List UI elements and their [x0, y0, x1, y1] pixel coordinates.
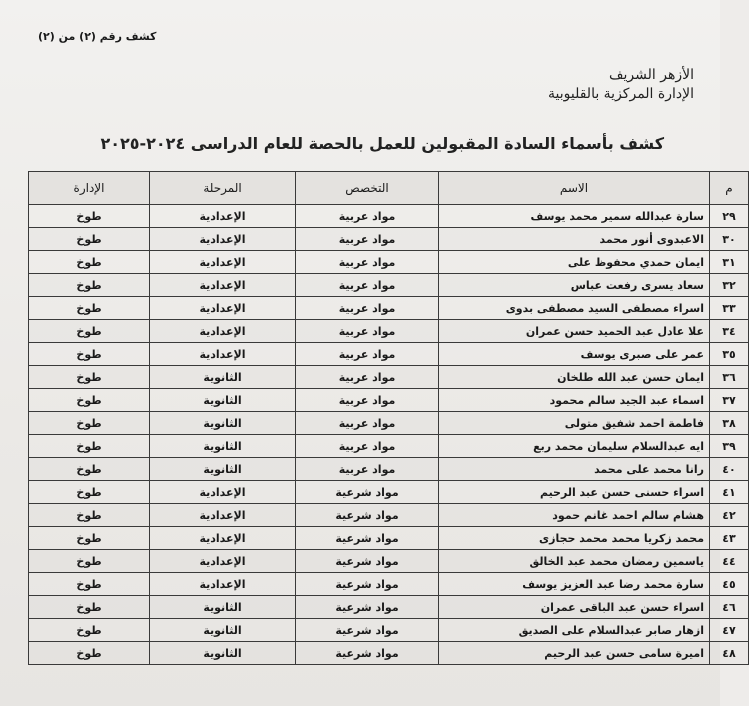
cell-num: ٤١ [710, 481, 749, 504]
cell-administration: طوخ [29, 550, 150, 573]
cell-stage: الإعدادية [150, 228, 296, 251]
cell-num: ٣٧ [710, 389, 749, 412]
organization-line-1: الأزهر الشريف [609, 67, 694, 83]
organization-line-2: الإدارة المركزية بالقليوبية [548, 86, 694, 102]
cell-administration: طوخ [29, 343, 150, 366]
cell-num: ٤٦ [710, 596, 749, 619]
cell-administration: طوخ [29, 573, 150, 596]
cell-num: ٤٢ [710, 504, 749, 527]
cell-stage: الثانوية [150, 596, 296, 619]
cell-administration: طوخ [29, 320, 150, 343]
table-row [29, 550, 749, 573]
cell-specialization: مواد عربية [296, 412, 439, 435]
cell-num: ٣٦ [710, 366, 749, 389]
cell-specialization: مواد عربية [296, 343, 439, 366]
page-title: كشف بأسماء السادة المقبولين للعمل بالحصة للعام الدراسى ٢٠٢٤-٢٠٢٥ [100, 134, 664, 153]
cell-administration: طوخ [29, 481, 150, 504]
cell-administration: طوخ [29, 619, 150, 642]
cell-specialization: مواد عربية [296, 366, 439, 389]
cell-specialization: مواد عربية [296, 297, 439, 320]
cell-stage: الإعدادية [150, 504, 296, 527]
cell-name: فاطمة احمد شفيق متولى [439, 412, 710, 435]
cell-num: ٤٧ [710, 619, 749, 642]
cell-name: اسراء حسن عبد الباقى عمران [439, 596, 710, 619]
cell-specialization: مواد شرعية [296, 619, 439, 642]
cell-administration: طوخ [29, 642, 150, 665]
cell-num: ٤٣ [710, 527, 749, 550]
cell-stage: الثانوية [150, 412, 296, 435]
header-name: الاسم [439, 172, 710, 205]
cell-stage: الإعدادية [150, 343, 296, 366]
cell-administration: طوخ [29, 596, 150, 619]
cell-administration: طوخ [29, 297, 150, 320]
table-row [29, 642, 749, 665]
cell-stage: الإعدادية [150, 320, 296, 343]
header-stage: المرحلة [150, 172, 296, 205]
cell-name: هشام سالم احمد غانم حمود [439, 504, 710, 527]
cell-name: ايه عبدالسلام سليمان محمد ربع [439, 435, 710, 458]
cell-stage: الثانوية [150, 619, 296, 642]
table-row [29, 389, 749, 412]
cell-name: علا عادل عبد الحميد حسن عمران [439, 320, 710, 343]
accepted-list-table [28, 171, 749, 665]
cell-specialization: مواد عربية [296, 228, 439, 251]
cell-name: محمد زكريا محمد محمد حجازى [439, 527, 710, 550]
table-row [29, 297, 749, 320]
table-row [29, 458, 749, 481]
cell-num: ٣٩ [710, 435, 749, 458]
cell-administration: طوخ [29, 435, 150, 458]
cell-stage: الثانوية [150, 458, 296, 481]
cell-name: ايمان حسن عبد الله طلخان [439, 366, 710, 389]
cell-num: ٣٨ [710, 412, 749, 435]
cell-name: الاعبدوى أنور محمد [439, 228, 710, 251]
table-row [29, 366, 749, 389]
cell-num: ٤٨ [710, 642, 749, 665]
cell-specialization: مواد شرعية [296, 481, 439, 504]
cell-specialization: مواد عربية [296, 389, 439, 412]
cell-specialization: مواد عربية [296, 458, 439, 481]
cell-num: ٣٣ [710, 297, 749, 320]
cell-administration: طوخ [29, 228, 150, 251]
header-administration: الإدارة [29, 172, 150, 205]
cell-stage: الثانوية [150, 366, 296, 389]
cell-administration: طوخ [29, 389, 150, 412]
cell-name: سارة عبدالله سمير محمد يوسف [439, 205, 710, 228]
cell-stage: الإعدادية [150, 297, 296, 320]
cell-specialization: مواد عربية [296, 435, 439, 458]
cell-num: ٢٩ [710, 205, 749, 228]
cell-administration: طوخ [29, 458, 150, 481]
table-row [29, 205, 749, 228]
cell-specialization: مواد عربية [296, 251, 439, 274]
table-row [29, 573, 749, 596]
cell-name: اميرة سامى حسن عبد الرحيم [439, 642, 710, 665]
cell-stage: الإعدادية [150, 251, 296, 274]
cell-administration: طوخ [29, 412, 150, 435]
cell-stage: الإعدادية [150, 481, 296, 504]
table-row [29, 435, 749, 458]
cell-name: ايمان حمدي محفوظ على [439, 251, 710, 274]
cell-name: ازهار صابر عبدالسلام على الصديق [439, 619, 710, 642]
cell-stage: الإعدادية [150, 274, 296, 297]
cell-name: ياسمين رمضان محمد عبد الخالق [439, 550, 710, 573]
table-row [29, 343, 749, 366]
table-row [29, 320, 749, 343]
cell-num: ٣٥ [710, 343, 749, 366]
cell-num: ٣٠ [710, 228, 749, 251]
table-row [29, 527, 749, 550]
cell-stage: الثانوية [150, 389, 296, 412]
organization-header [548, 66, 694, 104]
cell-stage: الثانوية [150, 435, 296, 458]
cell-name: اسراء مصطفى السيد مصطفى بدوى [439, 297, 710, 320]
table-header-row [29, 172, 749, 205]
table-row [29, 596, 749, 619]
cell-num: ٣٢ [710, 274, 749, 297]
cell-name: سارة محمد رضا عبد العزيز يوسف [439, 573, 710, 596]
cell-num: ٤٠ [710, 458, 749, 481]
cell-name: اسراء حسنى حسن عبد الرحيم [439, 481, 710, 504]
cell-num: ٣٤ [710, 320, 749, 343]
table-row [29, 481, 749, 504]
cell-specialization: مواد شرعية [296, 642, 439, 665]
cell-stage: الإعدادية [150, 527, 296, 550]
cell-administration: طوخ [29, 527, 150, 550]
cell-specialization: مواد عربية [296, 205, 439, 228]
cell-specialization: مواد عربية [296, 320, 439, 343]
sheet-number: كشف رقم (٢) من (٢) [38, 30, 157, 43]
table-row [29, 504, 749, 527]
cell-stage: الإعدادية [150, 550, 296, 573]
cell-name: سعاد يسرى رفعت عباس [439, 274, 710, 297]
cell-administration: طوخ [29, 205, 150, 228]
cell-stage: الإعدادية [150, 205, 296, 228]
cell-specialization: مواد شرعية [296, 527, 439, 550]
cell-specialization: مواد شرعية [296, 504, 439, 527]
cell-num: ٤٥ [710, 573, 749, 596]
cell-stage: الإعدادية [150, 573, 296, 596]
header-specialization: التخصص [296, 172, 439, 205]
cell-specialization: مواد عربية [296, 274, 439, 297]
table-row [29, 274, 749, 297]
cell-stage: الثانوية [150, 642, 296, 665]
cell-name: عمر على صبرى يوسف [439, 343, 710, 366]
cell-specialization: مواد شرعية [296, 573, 439, 596]
table-row [29, 619, 749, 642]
cell-specialization: مواد شرعية [296, 550, 439, 573]
cell-administration: طوخ [29, 366, 150, 389]
table-row [29, 412, 749, 435]
table-row [29, 251, 749, 274]
cell-specialization: مواد شرعية [296, 596, 439, 619]
cell-name: رانا محمد على محمد [439, 458, 710, 481]
header-num: م [710, 172, 749, 205]
cell-administration: طوخ [29, 251, 150, 274]
table-row [29, 228, 749, 251]
cell-num: ٤٤ [710, 550, 749, 573]
cell-administration: طوخ [29, 504, 150, 527]
cell-administration: طوخ [29, 274, 150, 297]
cell-name: اسماء عبد الجيد سالم محمود [439, 389, 710, 412]
cell-num: ٣١ [710, 251, 749, 274]
